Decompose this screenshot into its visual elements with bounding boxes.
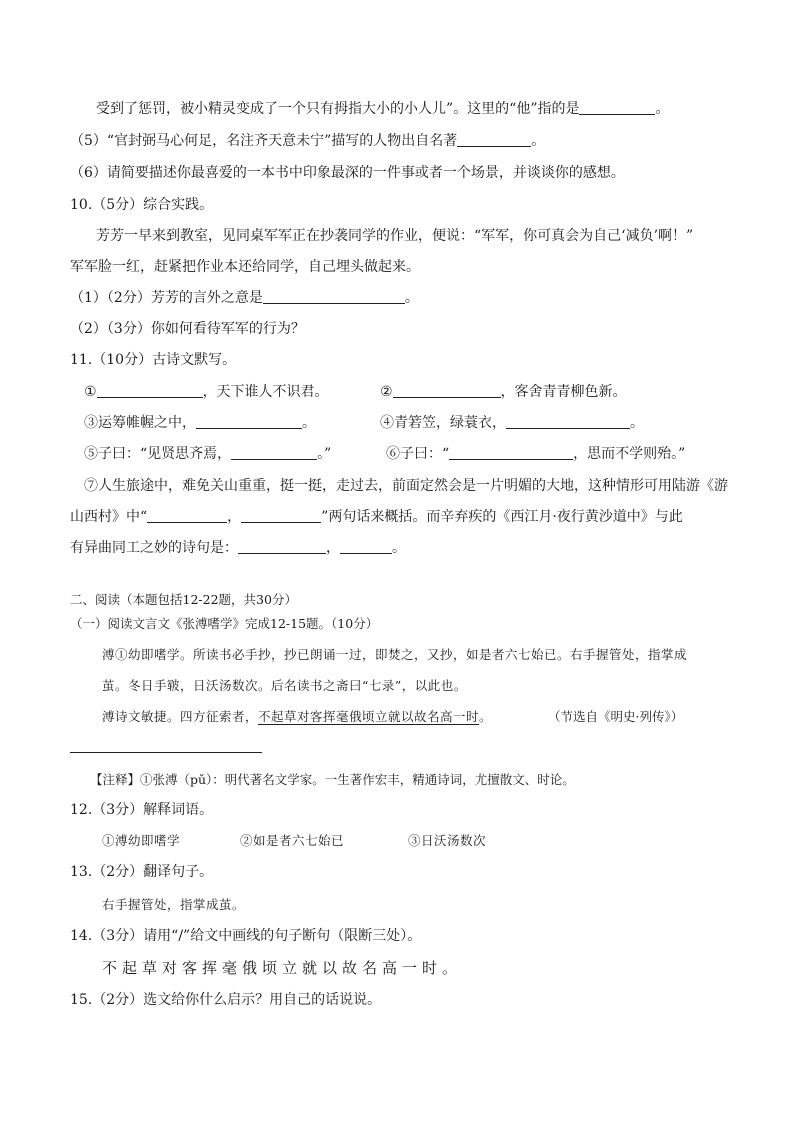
footnote-divider bbox=[70, 752, 262, 753]
q13-title: 13.（2分）翻译句子。 bbox=[70, 864, 214, 880]
q11-item6: ⑥子曰：“ ，思而不学则殆。” bbox=[386, 446, 686, 462]
answer-blank[interactable] bbox=[393, 383, 501, 398]
q10-sub1: （1）（2分）芳芳的言外之意是 。 bbox=[70, 290, 419, 306]
q11-item7-line3: 有异曲同工之妙的诗句是： ， 。 bbox=[70, 540, 406, 556]
q14-sentence[interactable]: 不起草对客挥毫俄顷立就以故名高一时。 bbox=[102, 959, 463, 977]
classical-text-line2: 茧。冬日手皲，日沃汤数次。后名读书之斋曰“七录”，以此也。 bbox=[102, 678, 467, 693]
q10-para1: 芳芳一早来到教室，见同桌军军正在抄袭同学的作业，便说：“军军，你可真会为自己‘减负’啊！” bbox=[96, 228, 694, 244]
q11-item7-line2: 山西村》中“ ， ”两句话来概括。而辛弃疾的《西江月·夜行黄沙道中》与此 bbox=[70, 509, 683, 525]
answer-blank[interactable] bbox=[449, 445, 573, 460]
q11-item2: ② ，客舍青青柳色新。 bbox=[380, 384, 627, 400]
q9-sub5: （5）“官封弼马心何足，名注齐天意未宁”描写的人物出自名著 。 bbox=[70, 133, 546, 149]
q12-word2: ②如是者六七始已 bbox=[240, 833, 345, 848]
answer-blank[interactable] bbox=[238, 539, 326, 554]
q15-title: 15.（2分）选文给你什么启示？用自己的话说说。 bbox=[70, 992, 382, 1008]
answer-blank[interactable] bbox=[241, 508, 321, 523]
q11-item3: ③运筹帷幄之中， 。 bbox=[84, 415, 316, 431]
q12-word1: ①溥幼即嗜学 bbox=[102, 833, 181, 848]
answer-blank[interactable] bbox=[147, 508, 227, 523]
q14-title: 14.（3分）请用“/”给文中画线的句子断句（限断三处）。 bbox=[70, 928, 422, 944]
classical-text-line3: 溥诗文敏捷。四方征索者，不起草对客挥毫俄顷立就以故名高一时。 bbox=[102, 709, 493, 724]
answer-blank[interactable] bbox=[506, 414, 630, 429]
q13-sentence: 右手握管处，指掌成茧。 bbox=[102, 897, 246, 912]
q10-sub2: （2）（3分）你如何看待军军的行为？ bbox=[70, 321, 305, 337]
underlined-sentence: 不起草对客挥毫俄顷立就以故名高一时 bbox=[258, 709, 480, 724]
section2-title: 二、阅读（本题包括12-22题，共30分） bbox=[70, 592, 297, 607]
q11-item5: ⑤子曰：“见贤思齐焉， 。” bbox=[84, 446, 332, 462]
q11-item7-line1: ⑦人生旅途中，难免关山重重，挺一挺，走过去，前面定然会是一片明媚的大地，这种情形可用陆游《游 bbox=[84, 478, 728, 494]
answer-blank[interactable] bbox=[196, 414, 302, 429]
answer-blank[interactable] bbox=[457, 132, 531, 147]
answer-blank[interactable] bbox=[579, 100, 655, 115]
passage-source: （节选自《明史·列传》） bbox=[548, 709, 684, 724]
q11-title: 11.（10分）古诗文默写。 bbox=[70, 352, 237, 368]
q12-word3: ③日沃汤数次 bbox=[408, 833, 487, 848]
q12-title: 12.（3分）解释词语。 bbox=[70, 802, 214, 818]
q10-title: 10.（5分）综合实践。 bbox=[70, 197, 214, 213]
section2-subtitle: （一）阅读文言文《张溥嗜学》完成12-15题。（10分） bbox=[70, 616, 379, 631]
answer-blank[interactable] bbox=[263, 289, 405, 304]
q9-line1: 受到了惩罚，被小精灵变成了一个只有拇指大小的小人儿”。这里的“他”指的是 。 bbox=[96, 101, 670, 117]
q9-line1-text: 受到了惩罚，被小精灵变成了一个只有拇指大小的小人儿”。这里的“他”指的是 bbox=[96, 101, 580, 117]
answer-blank[interactable] bbox=[231, 445, 317, 460]
q9-sub6: （6）请简要描述你最喜爱的一本书中印象最深的一件事或者一个场景，并谈谈你的感想。 bbox=[70, 165, 625, 181]
classical-text-line1: 溥①幼即嗜学。所读书必手抄，抄已朗诵一过，即焚之，又抄，如是者六七始已。右手握管处，指掌成 bbox=[102, 647, 688, 662]
q10-para2: 军军脸一红，赶紧把作业本还给同学，自己埋头做起来。 bbox=[70, 259, 420, 275]
q11-item1: ① ，天下谁人不识君。 bbox=[84, 384, 329, 400]
answer-blank[interactable] bbox=[340, 539, 392, 554]
q11-item4: ④青箬笠，绿蓑衣， 。 bbox=[380, 415, 644, 431]
answer-blank[interactable] bbox=[97, 383, 203, 398]
footnote: 【注释】①张溥（pǔ）：明代著名文学家。一生著作宏丰，精通诗词，尤擅散文、时论。 bbox=[90, 772, 575, 787]
